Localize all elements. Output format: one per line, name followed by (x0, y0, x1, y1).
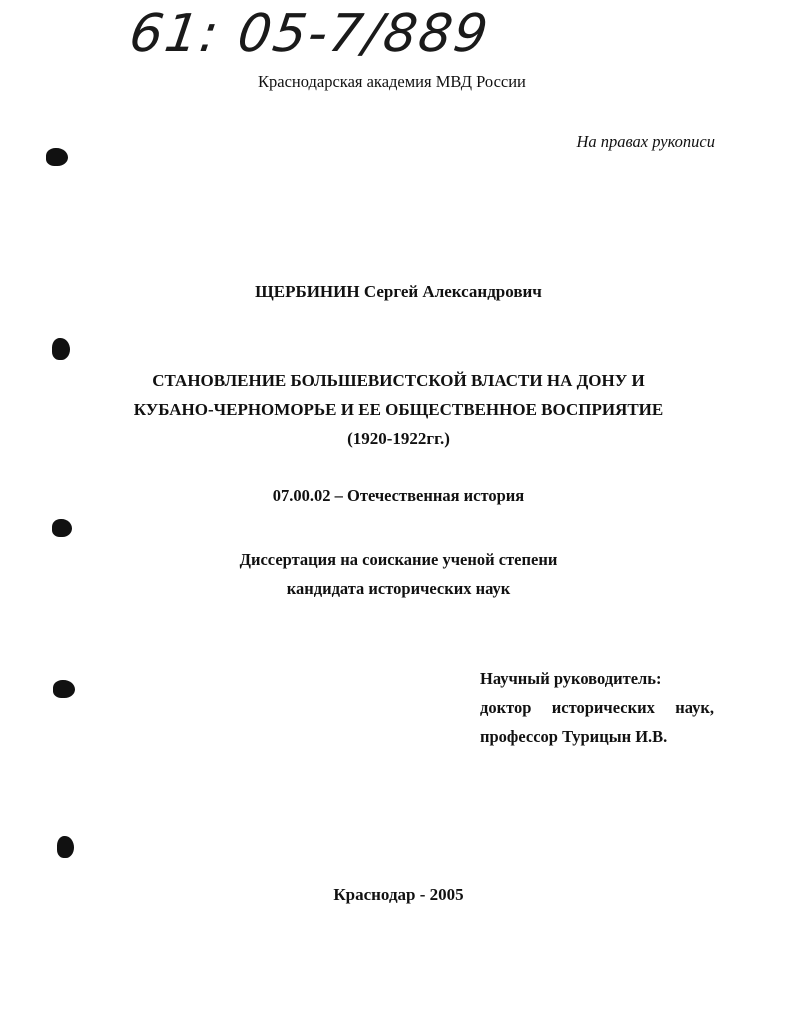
advisor-label: Научный руководитель: (480, 669, 662, 688)
city-year: Краснодар - 2005 (333, 885, 464, 904)
specialty-code: 07.00.02 – Отечественная история (272, 486, 525, 505)
title-line-1: СТАНОВЛЕНИЕ БОЛЬШЕВИСТСКОЙ ВЛАСТИ НА ДОНУ И (152, 371, 645, 390)
degree-line-1: Диссертация на соискание ученой степени (239, 550, 558, 569)
binding-hole-mark (52, 338, 70, 360)
advisor-degree-word: наук, (675, 698, 714, 717)
degree-statement (0, 545, 797, 603)
institution-name: Краснодарская академия МВД России (258, 72, 526, 91)
advisor-degree-word: исторических (551, 698, 655, 717)
advisor-degree (480, 693, 714, 722)
binding-hole-mark (53, 680, 75, 698)
title-line-2: КУБАНО-ЧЕРНОМОРЬЕ И ЕЕ ОБЩЕСТВЕННОЕ ВОСПРИЯТИЕ (133, 400, 664, 419)
author-name: ЩЕРБИНИН Сергей Александрович (255, 282, 542, 301)
scientific-advisor (480, 664, 714, 751)
dissertation-title (0, 366, 797, 453)
manuscript-note: На правах рукописи (576, 132, 715, 151)
advisor-name: профессор Турицын И.В. (480, 727, 668, 746)
title-line-3: (1920-1922гг.) (347, 429, 450, 448)
binding-hole-mark (52, 519, 72, 537)
binding-hole-mark (57, 836, 74, 858)
handwritten-catalog-number: 61: 05-7/889 (125, 4, 494, 64)
degree-line-2: кандидата исторических наук (286, 579, 511, 598)
advisor-degree-word: доктор (480, 698, 532, 717)
binding-hole-mark (46, 148, 68, 166)
